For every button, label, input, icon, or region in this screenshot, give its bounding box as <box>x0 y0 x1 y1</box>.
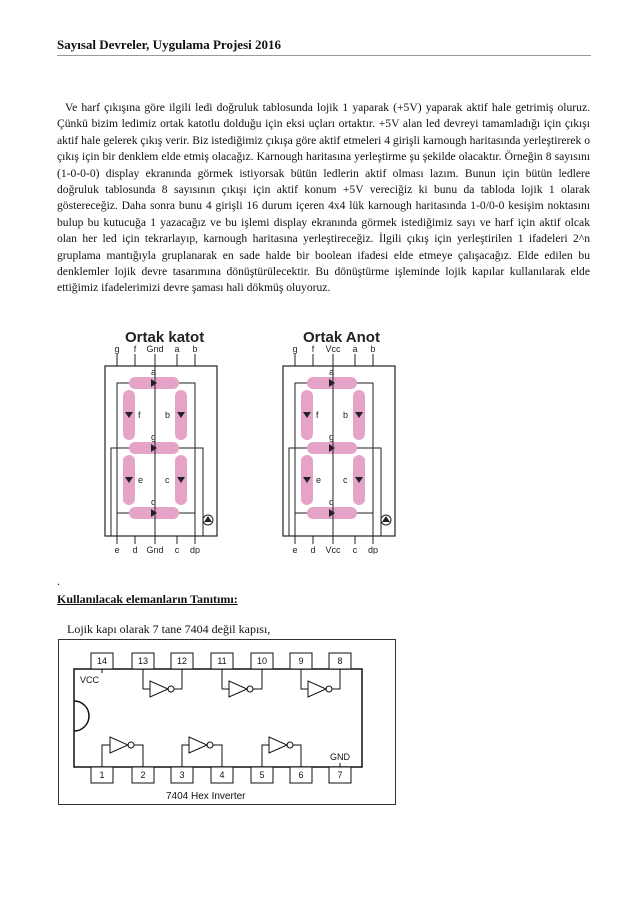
cathode-bottom-pin: dp <box>189 545 201 554</box>
cathode-bottom-pin: d <box>132 545 138 554</box>
body-paragraph: Ve harf çıkışına göre ilgili ledi doğruluk tablosunda lojik 1 yaparak (+5V) yaparak aktif hale getrimiş oluruz. Çünkü bizim ledimiz ortak katotlu dolduğu için eksi uçları ortaktır. +5V alan led devreyi tamamladığı için çıkışı aktif hale gelerek çıkış verir. Biz istediğimiz çıkışa göre aktif etmeleri 4 girişli karnough haritasında yerleştirerek o çıkış için bir denklem elde etmiş olacağız. Karnough haritasına yerleştirme şu şekilde olacaktır. Örneğin 8 sayısını (1-0-0-0) display ekranında görmek istiyorsak bütün ledlerin aktif olması lazım. Bunun için bütün ledlere doğruluk tablosunda 8 sayısının çıkışı için aktif konum +5V vereciğiz ki bunu da tabloda lojik 1 olarak göstereceğiz. Daha sonra bunu 4 girişli 16 durum içeren 4x4 lük karnough haritasında 1-0/0-0 kesişim noktasını bulup bu kutucuğa 1 yazacağız ve bu işlemi display ekranında görmek istediğimiz sayı ve harf için aktif olcak olan her led için tekrarlayıp, karnough haritasına yerleştireceğiz. İlgili çıkış için yerleştirilen 1 ifadeleri 2^n gruplama mantığıyla gruplanarak en sade halde bir boolean ifadesi elde etmeye çalışacağız. Elde edilen bu denklemler lojik devre tasarımına dönüştürülecektir. Bu dönüştürme işleminde lojik kapılar kullanılarak elde ettiğimiz ifadelerimizi devre şaması hali dökmüş oluyoruz. <box>57 101 590 295</box>
body-paragraph-block <box>57 100 590 297</box>
cathode-bottom-pin: e <box>114 545 120 554</box>
ic-caption: 7404 Hex Inverter <box>166 791 246 802</box>
anode-top-pin: b <box>370 344 376 354</box>
common-anode-title: Ortak Anot <box>303 329 380 346</box>
section-heading: Kullanılacak elemanların Tanıtımı: <box>57 592 238 606</box>
anode-top-pin: Vcc <box>325 344 341 354</box>
page-header: Sayısal Devreler, Uygulama Projesi 2016 <box>57 37 281 52</box>
ic-7404-figure <box>58 639 396 805</box>
ic-bottom-pin: 6 <box>298 770 304 780</box>
ic-bottom-pin: 1 <box>99 770 105 780</box>
ic-top-pin: 9 <box>298 656 304 666</box>
common-cathode-title: Ortak katot <box>125 329 205 346</box>
ic-top-pin: 10 <box>256 656 268 666</box>
anode-bottom-pin: d <box>310 545 316 554</box>
anode-bottom-pin: c <box>352 545 358 554</box>
vcc-label: VCC <box>80 675 100 685</box>
cathode-bottom-pin: Gnd <box>146 545 164 554</box>
anode-top-pin: a <box>352 344 358 354</box>
anode-bottom-pin: Vcc <box>325 545 341 554</box>
ic-top-pin: 8 <box>337 656 343 666</box>
stray-dot: . <box>57 574 60 588</box>
cathode-top-pin: a <box>174 344 180 354</box>
gnd-label: GND <box>330 752 350 762</box>
anode-top-pin: f <box>311 344 315 354</box>
ic-top-pin: 12 <box>176 656 188 666</box>
header-divider <box>57 55 591 56</box>
seven-segment-figure <box>95 322 425 554</box>
common-cathode-display <box>105 354 217 544</box>
anode-bottom-pin: dp <box>367 545 379 554</box>
cathode-top-pin: f <box>133 344 137 354</box>
ic-bottom-pin: 3 <box>179 770 185 780</box>
ic-bottom-pin: 4 <box>219 770 225 780</box>
component-description: Lojik kapı olarak 7 tane 7404 değil kapısı, <box>67 622 271 636</box>
ic-top-pin: 13 <box>137 656 149 666</box>
cathode-top-pin: g <box>114 344 120 354</box>
ic-top-pin: 14 <box>96 656 108 666</box>
ic-bottom-pin: 2 <box>140 770 146 780</box>
cathode-bottom-pin: c <box>174 545 180 554</box>
common-anode-display <box>283 354 395 544</box>
ic-top-pin: 11 <box>217 656 227 666</box>
cathode-top-pin: Gnd <box>146 344 164 354</box>
ic-bottom-pin: 7 <box>337 770 343 780</box>
anode-top-pin: g <box>292 344 298 354</box>
ic-bottom-pin: 5 <box>259 770 265 780</box>
anode-bottom-pin: e <box>292 545 298 554</box>
cathode-top-pin: b <box>192 344 198 354</box>
